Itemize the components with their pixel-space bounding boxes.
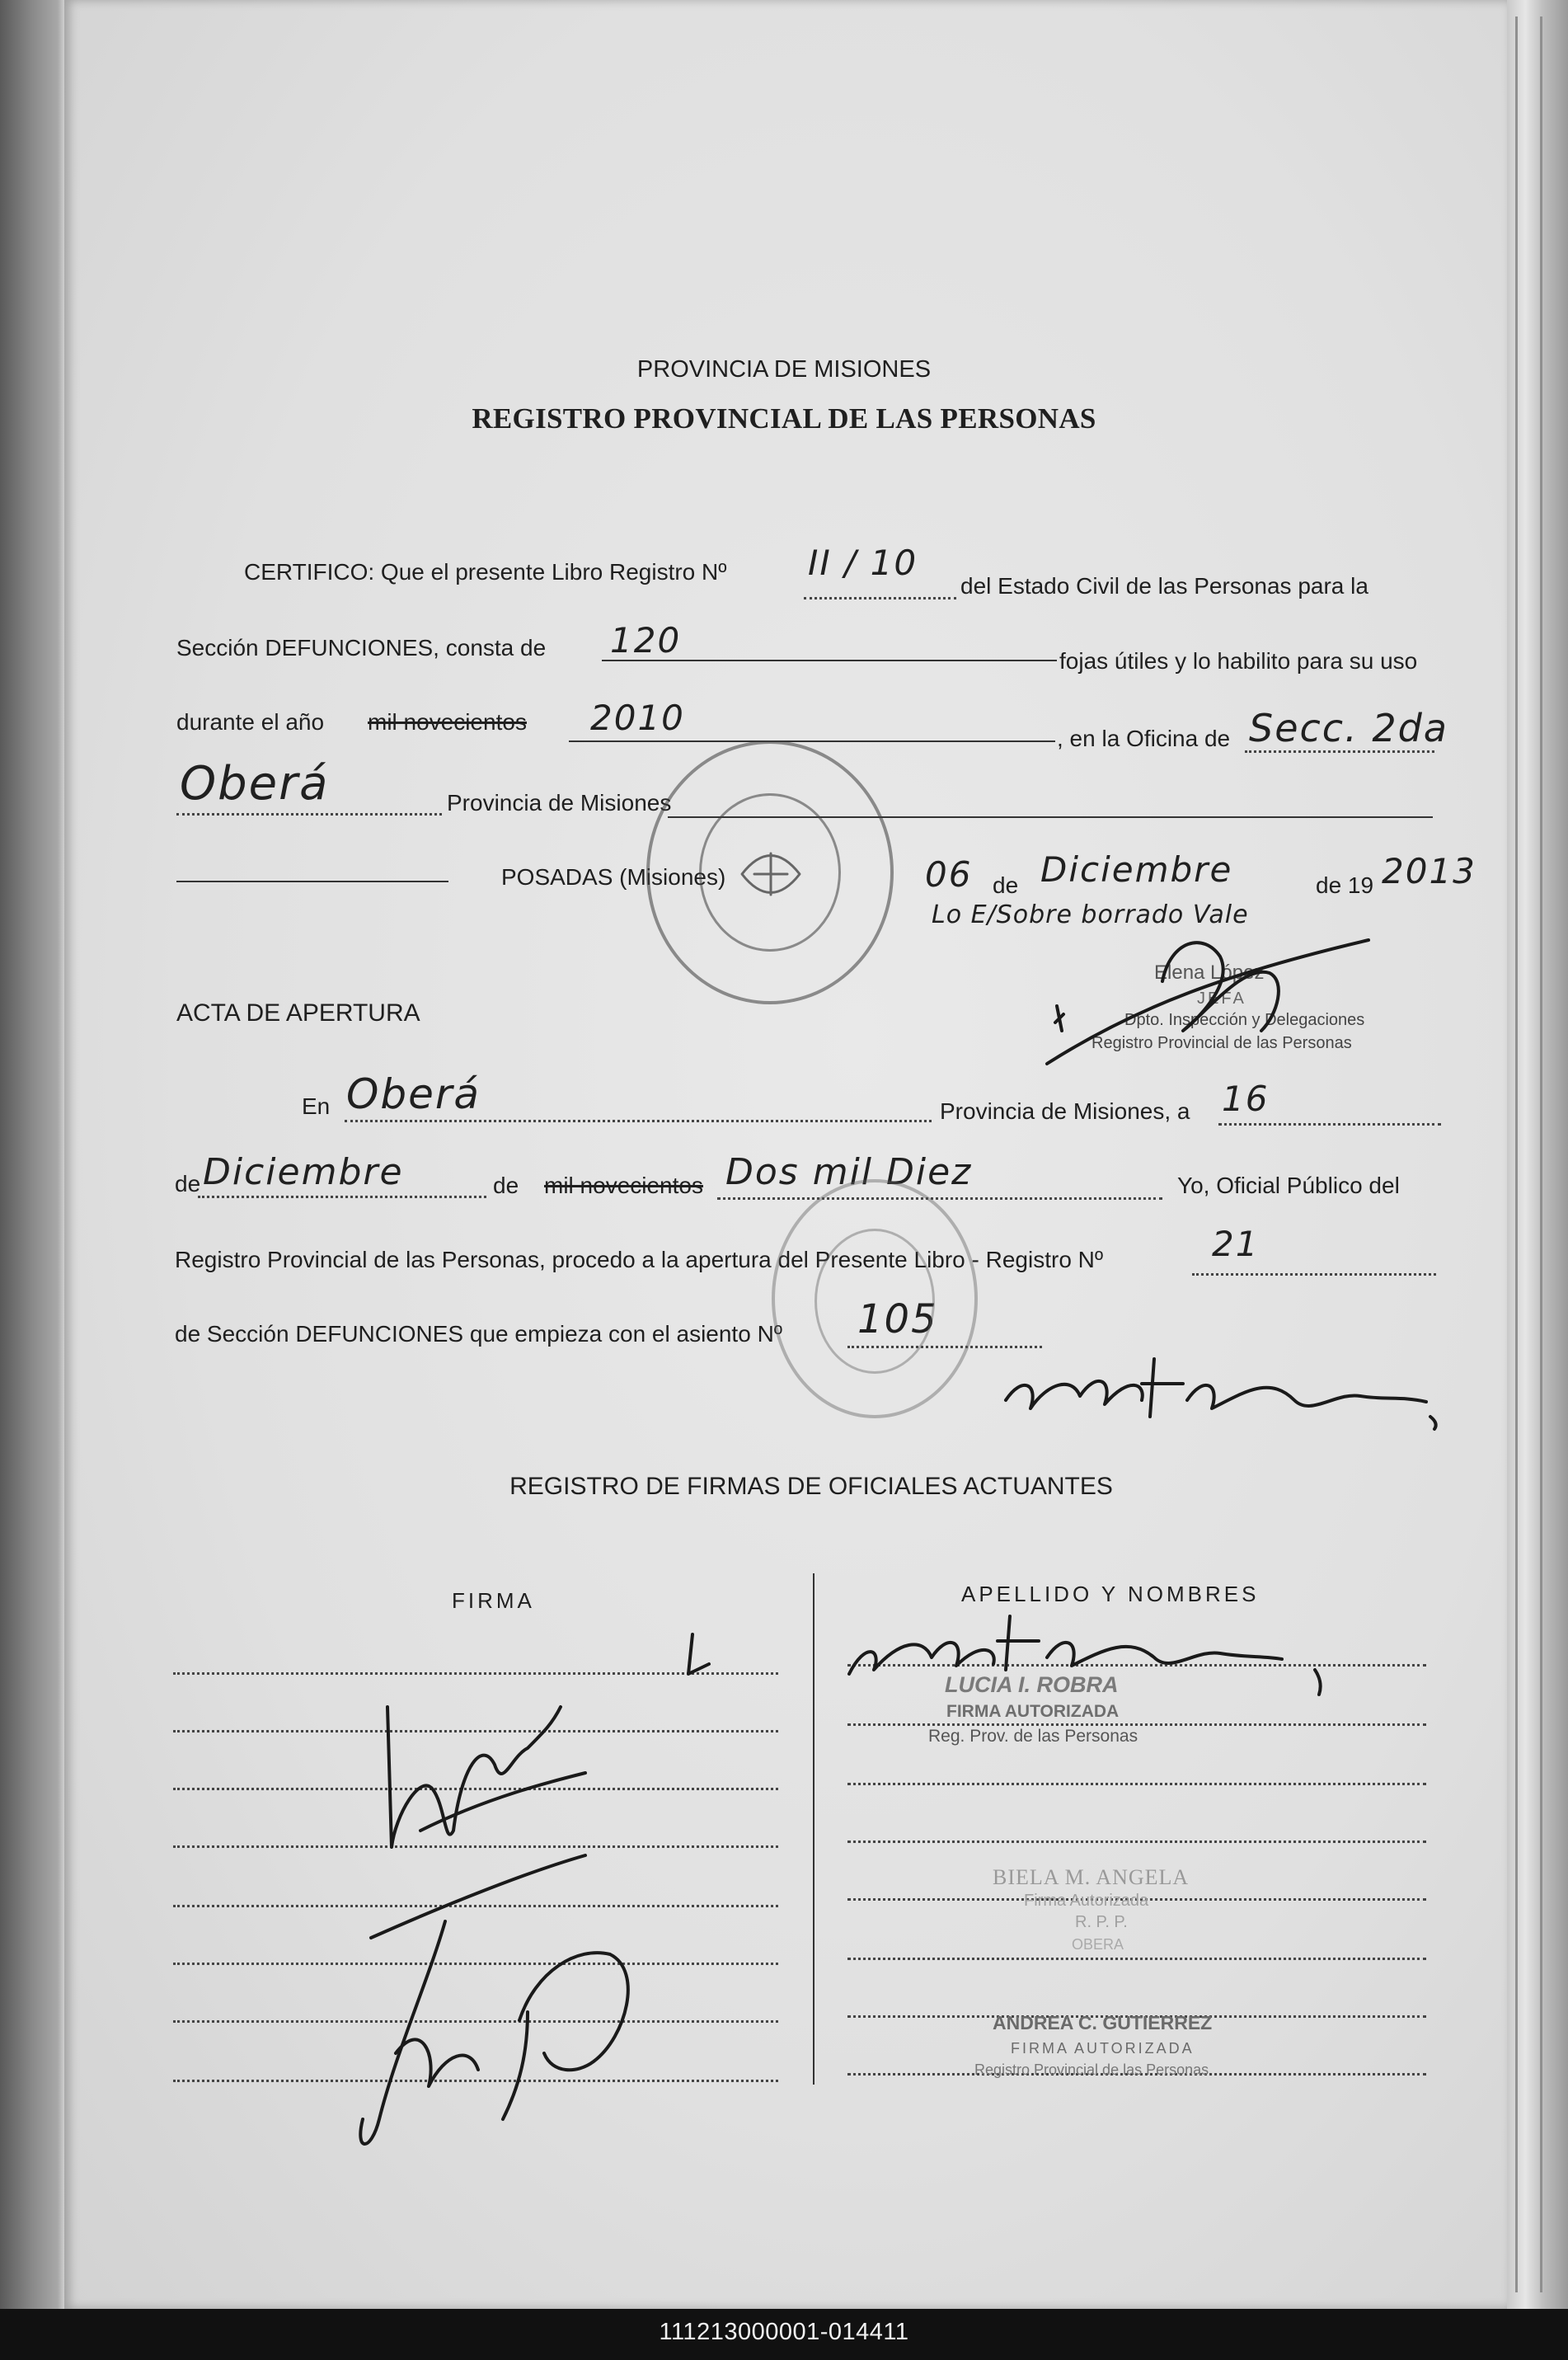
stamp-place-2: OBERA [1072,1936,1124,1953]
stamp-org-3: Registro Provincial de las Personas [974,2061,1209,2078]
header-province: PROVINCIA DE MISIONES [636,356,932,383]
apertura-text-7: de Sección DEFUNCIONES que empieza con el asiento Nº [175,1321,783,1347]
jefa-dept: Dpto. Inspección y Delegaciones [1124,1011,1365,1029]
fill-line [176,881,448,882]
dotted-line [717,1197,1162,1200]
jefa-name: Elena López [1154,961,1265,984]
cert-text-7: Provincia de Misiones [447,790,672,816]
hw-apertura-month: Diciembre [203,1151,404,1193]
fill-line [569,740,1055,742]
firmas-title: REGISTRO DE FIRMAS DE OFICIALES ACTUANTES [509,1473,1113,1500]
apertura-text-5: Yo, Oficial Público del [1177,1173,1400,1198]
cert-text-10: de 19 [1316,872,1374,898]
dotted-line [345,1120,932,1122]
seal-emblem [734,833,808,915]
hw-apertura-day: 16 [1222,1079,1270,1119]
stamp-org-1: Reg. Prov. de las Personas [928,1727,1138,1746]
header-registry: REGISTRO PROVINCIAL DE LAS PERSONAS [472,402,1096,435]
cert-text-5: durante el año [176,709,325,735]
hw-city: Oberá [180,757,330,811]
apertura-text-2: Provincia de Misiones, a [940,1098,1190,1124]
hw-month: Diciembre [1040,849,1233,890]
hw-apertura-city: Oberá [346,1070,481,1118]
nombre-row [847,1723,1426,1726]
dotted-line [1192,1273,1436,1276]
cert-text-4: fojas útiles y lo habilito para su uso [1059,648,1418,674]
nombre-row [847,1783,1426,1785]
col-nombres-header: APELLIDO Y NOMBRES [961,1582,1260,1606]
apertura-text-3: de [175,1171,201,1196]
stamp-name-3: ANDREA C. GUTIERREZ [993,2012,1213,2033]
hw-apertura-year: Dos mil Diez [725,1151,973,1193]
dotted-line [1218,1123,1441,1126]
hw-year: 2010 [590,698,685,738]
nombre-row [847,1841,1426,1843]
fill-line [602,660,1057,661]
nombre-row [847,1958,1426,1960]
hw-year-2: 2013 [1382,851,1476,891]
jefa-org: Registro Provincial de las Personas [1091,1034,1352,1052]
apertura-text-1: En [302,1093,331,1119]
apertura-title: ACTA DE APERTURA [176,999,420,1027]
dotted-line [198,1196,486,1198]
apertura-text-4: de [493,1173,519,1198]
col-firma-header: FIRMA [452,1588,535,1613]
hw-oficina: Secc. 2da [1249,706,1448,750]
struck-text: mil novecientos [544,1173,703,1198]
dotted-line [176,813,442,816]
hw-asiento: 105 [857,1296,938,1342]
stamp-role-1: FIRMA AUTORIZADA [946,1702,1120,1721]
dotted-line [1245,750,1434,753]
cert-text-1: CERTIFICO: Que el presente Libro Registro Nº [244,559,727,585]
cert-text-3: Sección DEFUNCIONES, consta de [176,635,547,661]
cert-text-2: del Estado Civil de las Personas para la [960,573,1368,599]
hw-registro: 21 [1212,1224,1260,1264]
hw-libro-number: II / 10 [808,543,918,583]
struck-text: mil novecientos [368,709,527,735]
apertura-signature [998,1326,1443,1441]
hw-day: 06 [925,854,973,895]
stamp-name-2: BIELA M. ANGELA [993,1865,1190,1889]
firma-signature [280,1624,725,2169]
delegation-seal-inner [815,1229,935,1374]
hw-note: Lo E/Sobre borrado Vale [932,900,1249,929]
column-divider [813,1573,815,2085]
document-code: 111213000001-014411 [659,2319,909,2345]
cert-text-8: POSADAS (Misiones) [501,864,726,890]
jefa-signature [1039,907,1385,1072]
cert-text-9: de [993,872,1019,898]
hw-fojas: 120 [610,620,682,661]
stamp-role-2: Firma Autorizada [1024,1892,1149,1910]
apertura-text-6: Registro Provincial de las Personas, procedo a la apertura del Presente Libro - Registro Nº [175,1247,1104,1272]
page-edge [1507,0,1568,2309]
stamp-org-2: R. P. P. [1075,1913,1128,1931]
stamp-name-1: LUCIA I. ROBRA [945,1672,1119,1697]
stamp-role-3: FIRMA AUTORIZADA [1011,2040,1195,2057]
cert-text-6: , en la Oficina de [1057,726,1231,751]
dotted-line [804,597,956,599]
jefa-title: JEFA [1197,990,1246,1008]
